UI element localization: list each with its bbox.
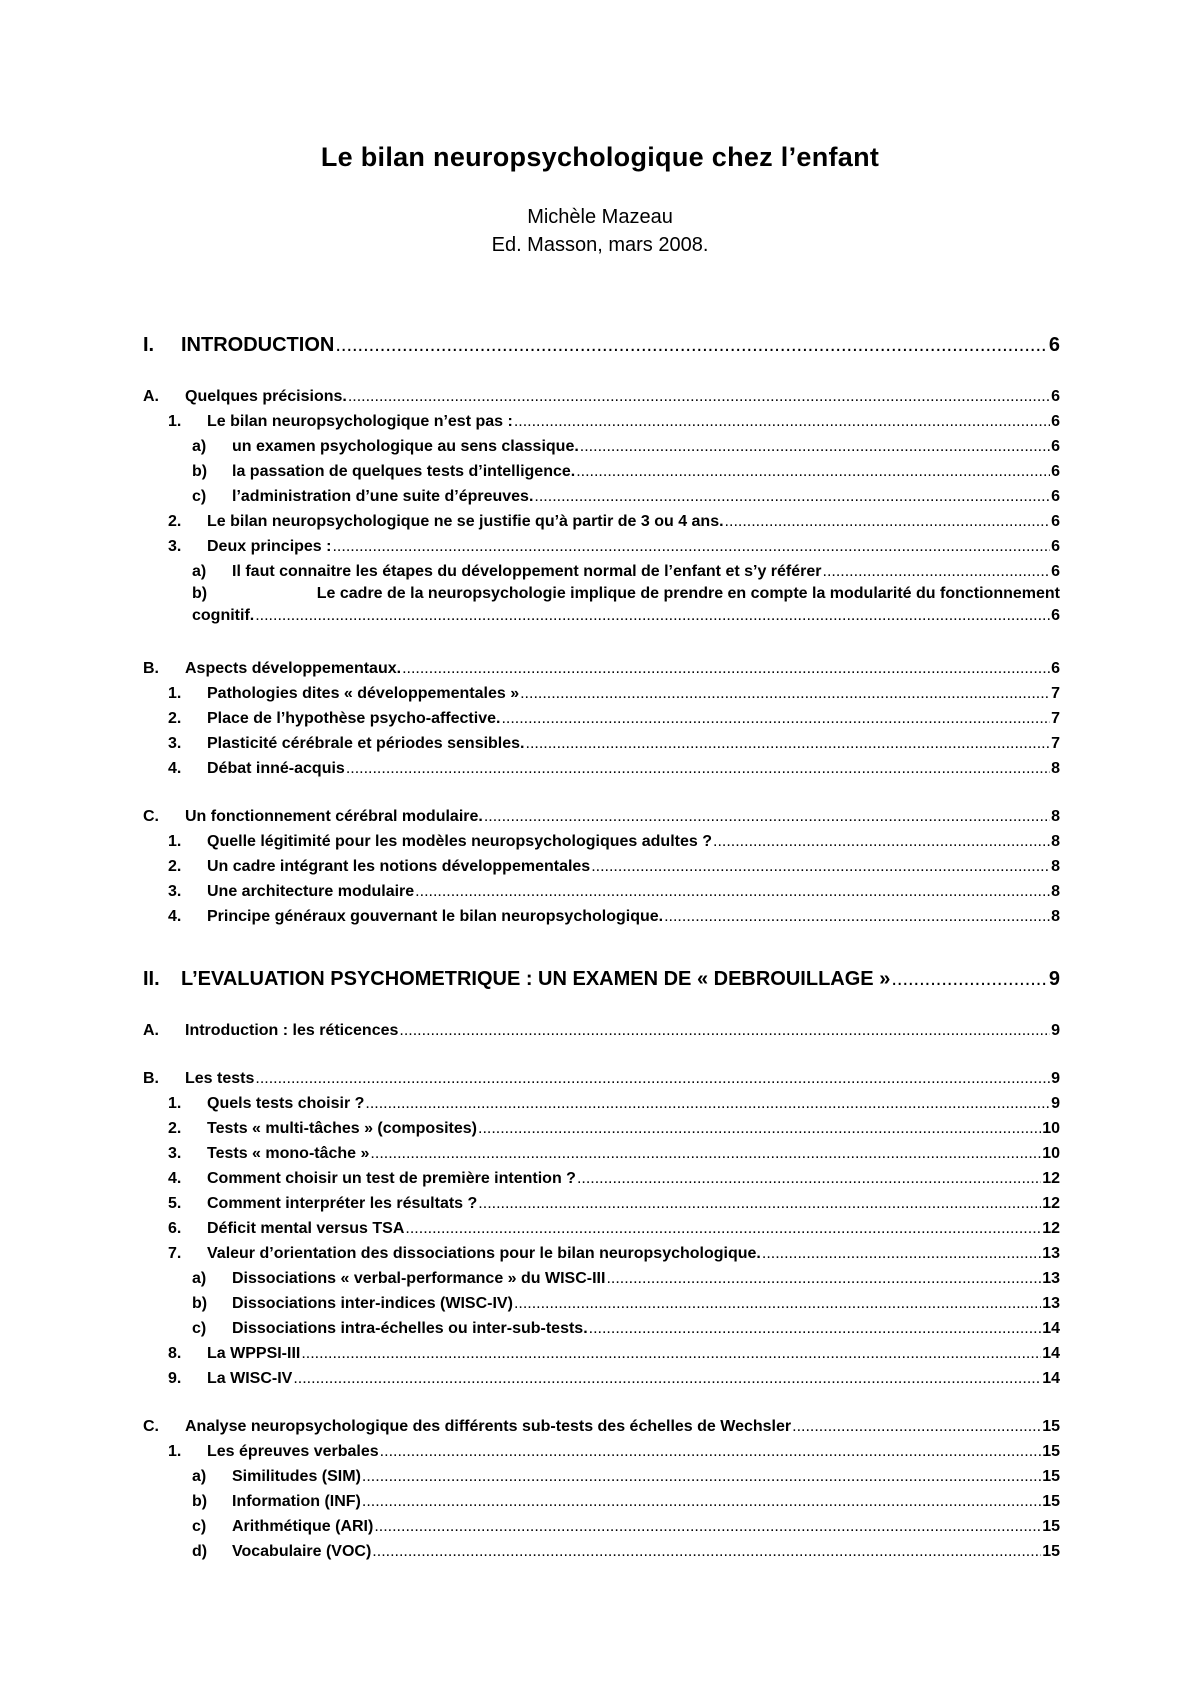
toc-page-number: 6 — [1048, 334, 1060, 356]
toc-subitem[interactable]: a) Similitudes (SIM) ..... 15 — [192, 1468, 1060, 1486]
toc-subitem[interactable]: a) Il faut connaitre les étapes du développement normal de l’enfant et s’y référer ..... 6 — [192, 563, 1060, 581]
document-title: Le bilan neuropsychologique chez l’enfant — [320, 142, 880, 172]
toc-item[interactable]: 3. Plasticité cérébrale et périodes sensibles. ..... 7 — [168, 735, 1060, 753]
toc-item[interactable]: 2. Le bilan neuropsychologique ne se justifie qu’à partir de 3 ou 4 ans. ..... 6 — [168, 513, 1060, 531]
toc-item[interactable]: 7. Valeur d’orientation des dissociations pour le bilan neuropsychologique. ..... 13 — [168, 1245, 1060, 1263]
toc-subitem[interactable]: d) Vocabulaire (VOC) ..... 15 — [192, 1543, 1060, 1561]
toc-item[interactable]: 4. Principe généraux gouvernant le bilan neuropsychologique. ..... 8 — [168, 908, 1060, 926]
document-author: Michèle Mazeau — [527, 206, 673, 228]
toc-item[interactable]: 2. Place de l’hypothèse psycho-affective. ..... 7 — [168, 710, 1060, 728]
toc-part-2[interactable]: II. L’EVALUATION PSYCHOMETRIQUE : UN EXAMEN DE « DEBROUILLAGE » ..... 9 — [143, 968, 1060, 991]
toc-section-2a[interactable]: A. Introduction : les réticences ..... 9 — [143, 1022, 1060, 1040]
toc-item[interactable]: 6. Déficit mental versus TSA ..... 12 — [168, 1220, 1060, 1238]
toc-section-2c[interactable]: C. Analyse neuropsychologique des différents sub-tests des échelles de Wechsler ..... 15 — [143, 1418, 1060, 1436]
toc-item[interactable]: 3. Une architecture modulaire ..... 8 — [168, 883, 1060, 901]
toc-section-1c[interactable]: C. Un fonctionnement cérébral modulaire. ..... 8 — [143, 808, 1060, 826]
toc-item[interactable]: 4. Débat inné-acquis ..... 8 — [168, 760, 1060, 778]
toc-subitem[interactable]: c) l’administration d’une suite d’épreuves. ..... 6 — [192, 488, 1060, 506]
toc-subitem[interactable]: a) Dissociations « verbal-performance » du WISC-III ..... 13 — [192, 1270, 1060, 1288]
toc-item[interactable]: 1. Quelle légitimité pour les modèles neuropsychologiques adultes ? ..... 8 — [168, 833, 1060, 851]
toc-item[interactable]: 3. Tests « mono-tâche » ..... 10 — [168, 1145, 1060, 1163]
toc-item[interactable]: 5. Comment interpréter les résultats ? ..... 12 — [168, 1195, 1060, 1213]
toc-subitem[interactable]: c) Arithmétique (ARI) ..... 15 — [192, 1518, 1060, 1536]
toc-subitem[interactable]: c) Dissociations intra-échelles ou inter-sub-tests. ..... 14 — [192, 1320, 1060, 1338]
toc-item[interactable]: 1. Le bilan neuropsychologique n’est pas : ..... 6 — [168, 413, 1060, 431]
toc-item[interactable]: 4. Comment choisir un test de première intention ? ..... 12 — [168, 1170, 1060, 1188]
toc-subitem[interactable]: b) Dissociations inter-indices (WISC-IV) ..... 13 — [192, 1295, 1060, 1313]
toc-subitem[interactable]: a) un examen psychologique au sens classique. ..... 6 — [192, 438, 1060, 456]
toc-item[interactable]: 9. La WISC-IV ..... 14 — [168, 1370, 1060, 1388]
toc-section-1a[interactable]: A. Quelques précisions. ..... 6 — [143, 388, 1060, 406]
toc-subitem-wrapped[interactable]: b) Le cadre de la neuropsychologie implique de prendre en compte la modularité du fonctionnement cognitif. ..... 6 — [192, 585, 1060, 625]
toc-part-1[interactable]: I. INTRODUCTION ..... 6 — [143, 334, 1060, 357]
toc-item[interactable]: 2. Tests « multi-tâches » (composites) ..... 10 — [168, 1120, 1060, 1138]
toc-item[interactable]: 1. Pathologies dites « développementales » ..... 7 — [168, 685, 1060, 703]
toc-item[interactable]: 3. Deux principes : ..... 6 — [168, 538, 1060, 556]
toc-item[interactable]: 2. Un cadre intégrant les notions développementales ..... 8 — [168, 858, 1060, 876]
toc-entry-text: INTRODUCTION — [181, 334, 335, 356]
toc-item[interactable]: 1. Quels tests choisir ? ..... 9 — [168, 1095, 1060, 1113]
toc-subitem[interactable]: b) Information (INF) ..... 15 — [192, 1493, 1060, 1511]
toc-item[interactable]: 1. Les épreuves verbales ..... 15 — [168, 1443, 1060, 1461]
toc-subitem[interactable]: b) la passation de quelques tests d’intelligence. ..... 6 — [192, 463, 1060, 481]
toc-section-2b[interactable]: B. Les tests ..... 9 — [143, 1070, 1060, 1088]
toc-section-1b[interactable]: B. Aspects développementaux. ..... 6 — [143, 660, 1060, 678]
document-edition: Ed. Masson, mars 2008. — [491, 234, 709, 256]
toc-item[interactable]: 8. La WPPSI-III ..... 14 — [168, 1345, 1060, 1363]
